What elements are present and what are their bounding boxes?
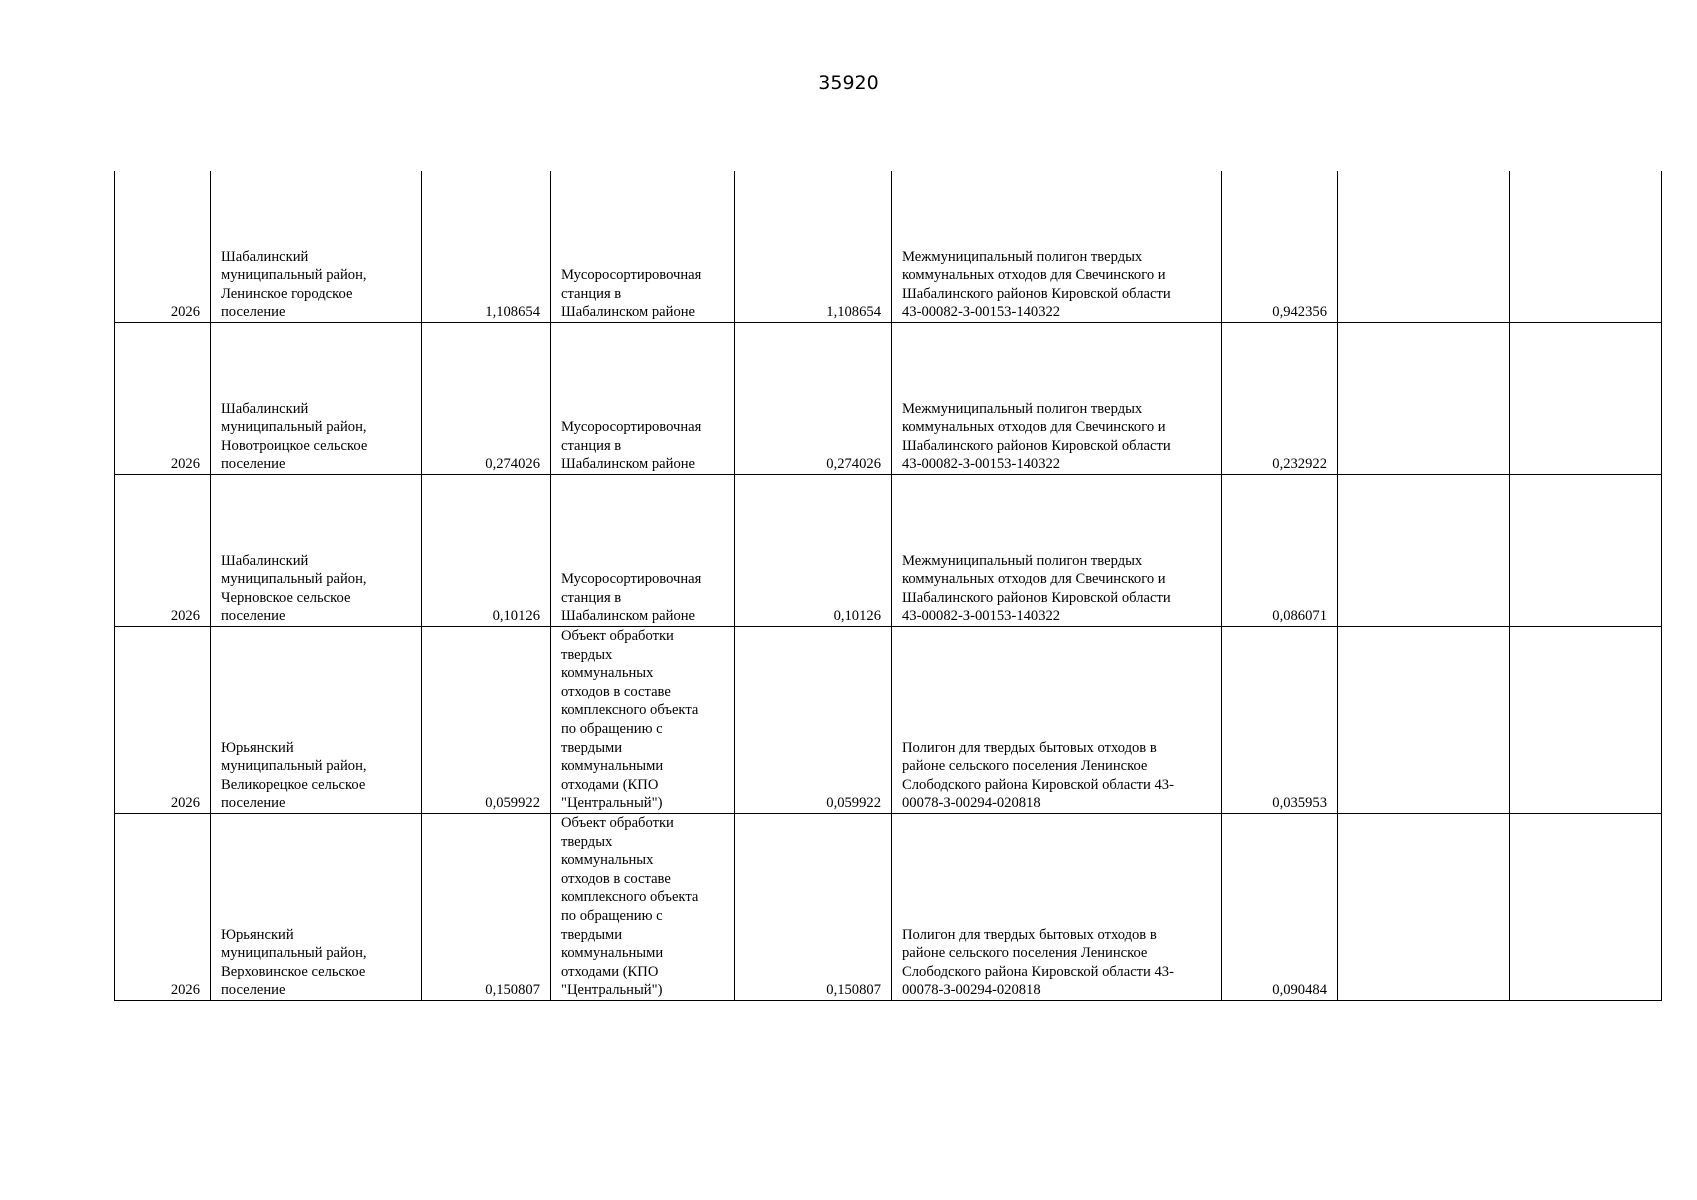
year-cell: 2026 [115,323,211,475]
mass-cell: 1,108654 [422,171,551,323]
processed-mass-cell: 0,274026 [735,323,892,475]
empty-cell [1338,814,1510,1001]
empty-cell [1338,323,1510,475]
empty-cell [1510,171,1662,323]
processed-mass-cell: 0,10126 [735,475,892,627]
year-cell: 2026 [115,171,211,323]
processed-mass-cell: 0,059922 [735,627,892,814]
empty-cell [1510,814,1662,1001]
municipality-cell: Шабалинский муниципальный район, Новотроицкое сельское поселение [211,323,422,475]
mass-cell: 0,150807 [422,814,551,1001]
waste-flow-table [114,171,1662,1001]
disposal-object-cell: Межмуниципальный полигон твердых коммунальных отходов для Свечинского и Шабалинского районов Кировской области 43-00082-З-00153-140322 [892,171,1222,323]
year-cell: 2026 [115,814,211,1001]
table-row [115,171,1662,323]
disposal-object-cell: Межмуниципальный полигон твердых коммунальных отходов для Свечинского и Шабалинского районов Кировской области 43-00082-З-00153-140322 [892,323,1222,475]
mass-cell: 0,10126 [422,475,551,627]
disposed-mass-cell: 0,942356 [1222,171,1338,323]
processing-object-cell: Объект обработки твердых коммунальных отходов в составе комплексного объекта по обращению с твердыми коммунальными отходами (КПО "Центральный") [551,814,735,1001]
municipality-cell: Шабалинский муниципальный район, Ленинское городское поселение [211,171,422,323]
table-row [115,627,1662,814]
municipality-cell: Юрьянский муниципальный район, Великорецкое сельское поселение [211,627,422,814]
disposed-mass-cell: 0,035953 [1222,627,1338,814]
disposed-mass-cell: 0,086071 [1222,475,1338,627]
table-row [115,323,1662,475]
table-row [115,814,1662,1001]
empty-cell [1510,627,1662,814]
empty-cell [1338,475,1510,627]
disposal-object-cell: Межмуниципальный полигон твердых коммунальных отходов для Свечинского и Шабалинского районов Кировской области 43-00082-З-00153-140322 [892,475,1222,627]
processing-object-cell: Мусоросортировочная станция в Шабалинском районе [551,323,735,475]
processing-object-cell: Объект обработки твердых коммунальных отходов в составе комплексного объекта по обращению с твердыми коммунальными отходами (КПО "Центральный") [551,627,735,814]
mass-cell: 0,274026 [422,323,551,475]
processed-mass-cell: 0,150807 [735,814,892,1001]
disposal-object-cell: Полигон для твердых бытовых отходов в районе сельского поселения Ленинское Слободского района Кировской области 43- 00078-З-00294-020818 [892,814,1222,1001]
empty-cell [1510,475,1662,627]
table-row [115,475,1662,627]
disposal-object-cell: Полигон для твердых бытовых отходов в районе сельского поселения Ленинское Слободского района Кировской области 43- 00078-З-00294-020818 [892,627,1222,814]
empty-cell [1510,323,1662,475]
disposed-mass-cell: 0,090484 [1222,814,1338,1001]
processing-object-cell: Мусоросортировочная станция в Шабалинском районе [551,475,735,627]
mass-cell: 0,059922 [422,627,551,814]
disposed-mass-cell: 0,232922 [1222,323,1338,475]
page-number: 35920 [818,72,879,94]
municipality-cell: Юрьянский муниципальный район, Верховинское сельское поселение [211,814,422,1001]
processed-mass-cell: 1,108654 [735,171,892,323]
year-cell: 2026 [115,627,211,814]
year-cell: 2026 [115,475,211,627]
empty-cell [1338,627,1510,814]
processing-object-cell: Мусоросортировочная станция в Шабалинском районе [551,171,735,323]
municipality-cell: Шабалинский муниципальный район, Черновское сельское поселение [211,475,422,627]
empty-cell [1338,171,1510,323]
